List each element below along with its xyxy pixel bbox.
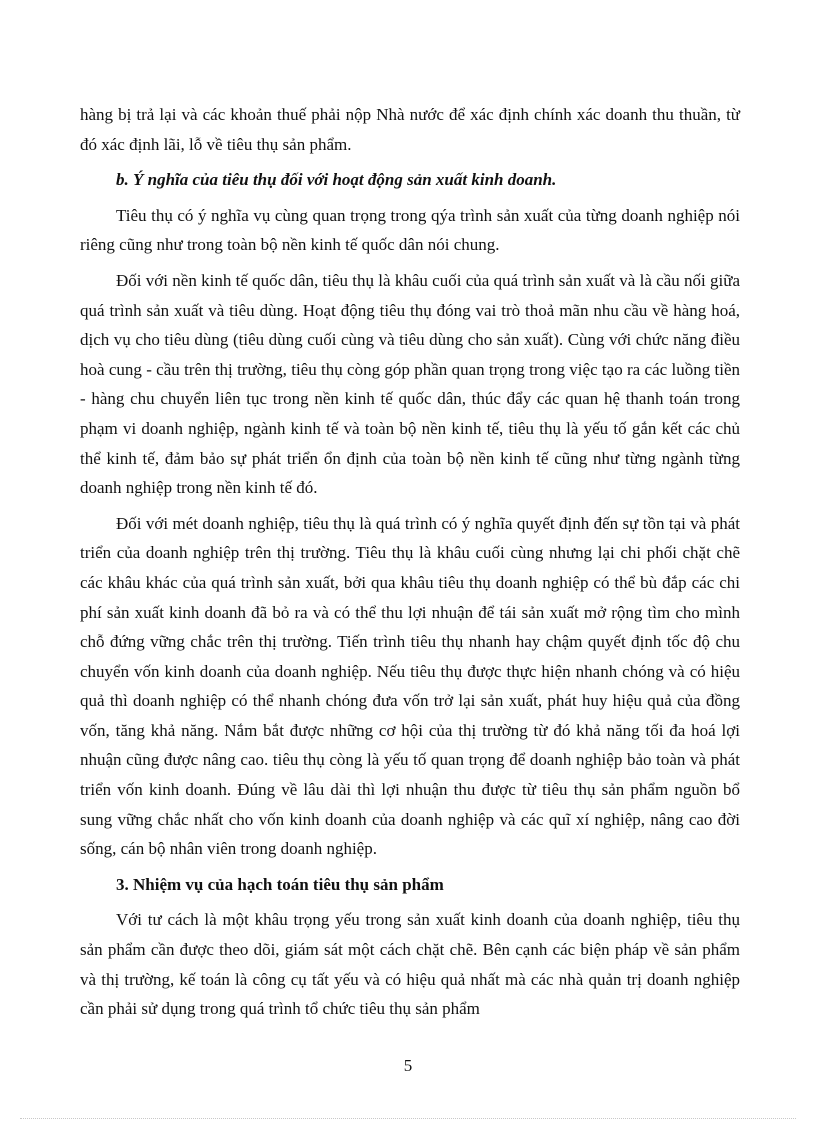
paragraph-enterprise: Đối với mét doanh nghiệp, tiêu thụ là quá trình có ý nghĩa quyết định đến sự tồn tại và phát triển của doanh nghiệp trên thị trường. Tiêu thụ là khâu cuối cùng nhưng lại chi phối chặt chẽ các khâu khác của quá trình sản xuất, bởi qua khâu tiêu thụ doanh nghiệp có thể bù đắp các chi phí sản xuất kinh doanh đã bỏ ra và có thể thu lợi nhuận để tái sản xuất mở rộng tìm cho mình chỗ đứng vững chắc trên thị trường. Tiến trình tiêu thụ nhanh hay chậm quyết định tốc độ chu chuyển vốn kinh doanh của doanh nghiệp. Nếu tiêu thụ được thực hiện nhanh chóng và có hiệu quả thì doanh nghiệp có thể nhanh chóng đưa vốn trở lại sản xuất, phát huy hiệu quả của đồng vốn, tăng khả năng. Nắm bắt được những cơ hội của thị trường từ đó khả năng tối đa hoá lợi nhuận cũng được nâng cao. tiêu thụ còng là yếu tố quan trọng để doanh nghiệp bảo toàn và phát triển vốn kinh doanh. Đúng về lâu dài thì lợi nhuận thu được từ tiêu thụ sản phẩm nguồn bổ sung vững chắc nhất cho vốn kinh doanh của doanh nghiệp và các quĩ xí nghiệp, nâng cao đời sống, cán bộ nhân viên trong doanh nghiệp.	[80, 513, 740, 859]
paragraph-national-economy: Đối với nền kinh tế quốc dân, tiêu thụ là khâu cuối của quá trình sản xuất và là cầu nối giữa quá trình sản xuất và tiêu dùng. Hoạt động tiêu thụ đóng vai trò thoả mãn nhu cầu về hàng hoá, dịch vụ cho tiêu dùng (tiêu dùng cuối cùng và tiêu dùng cho sản xuất). Cùng với chức năng điều hoà cung - cầu trên thị trường, tiêu thụ còng góp phần quan trọng trong việc tạo ra các luồng tiền - hàng chu chuyển liên tục trong nền kinh tế quốc dân, thúc đẩy các quan hệ thanh toán trong phạm vi doanh nghiệp, ngành kinh tế và toàn bộ nền kinh tế, tiêu thụ là yếu tố gắn kết các chủ thể kinh tế, đảm bảo sự phát triển ổn định của toàn bộ nền kinh tế cũng như từng ngành từng doanh nghiệp trong nền kinh tế đó.	[80, 270, 740, 498]
footer-divider	[20, 1118, 796, 1119]
section-heading-3: 3. Nhiệm vụ của hạch toán tiêu thụ sản phẩm	[116, 874, 444, 894]
paragraph-continuation: hàng bị trả lại và các khoản thuế phải nộp Nhà nước để xác định chính xác doanh thu thuần, từ đó xác định lãi, lỗ về tiêu thụ sản phẩm.	[80, 105, 740, 154]
section-heading-b: b. Ý nghĩa của tiêu thụ đối với hoạt động sản xuất kinh doanh.	[116, 170, 557, 190]
document-body	[80, 100, 740, 1030]
paragraph-accounting-tasks: Với tư cách là một khâu trọng yếu trong sản xuất kinh doanh của doanh nghiệp, tiêu thụ sản phẩm cần được theo dõi, giám sát một cách chặt chẽ. Bên cạnh các biện pháp về sản phẩm và thị trường, kế toán là công cụ tất yếu và có hiệu quả nhất mà các nhà quản trị doanh nghiệp cần phải sử dụng trong quá trình tổ chức tiêu thụ sản phẩm	[80, 910, 740, 1019]
paragraph-significance: Tiêu thụ có ý nghĩa vụ cùng quan trọng trong qýa trình sản xuất của từng doanh nghiệp nói riêng cũng như trong toàn bộ nền kinh tế quốc dân nói chung.	[80, 205, 740, 255]
page-number: 5	[403, 1056, 413, 1075]
